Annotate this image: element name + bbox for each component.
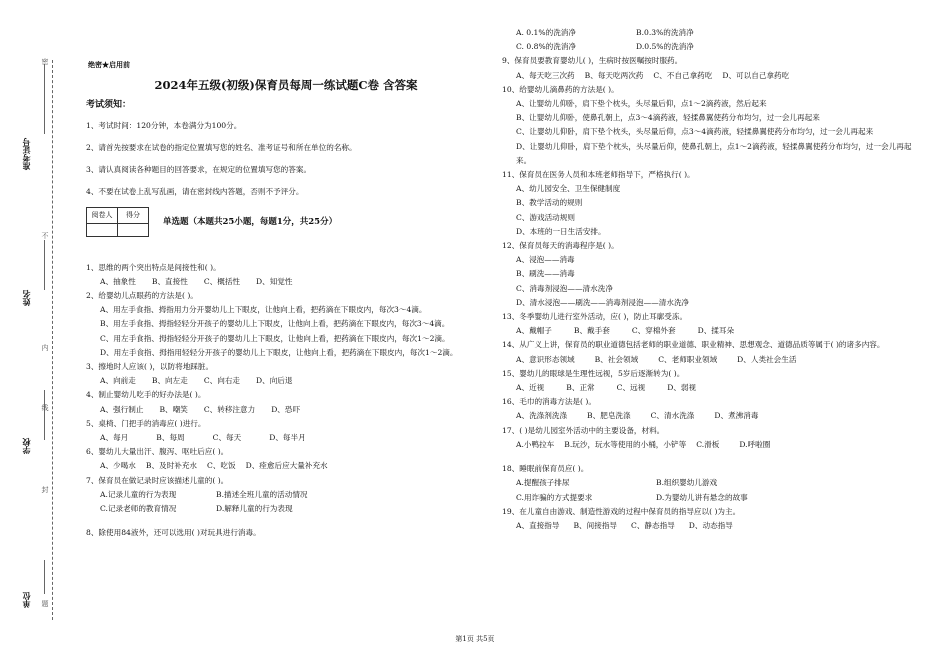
question-13-options bbox=[516, 324, 912, 338]
option[interactable]: C、清水洗涤 bbox=[650, 411, 695, 421]
option[interactable]: A.提醒孩子排尿 bbox=[516, 478, 570, 488]
question-19-options bbox=[516, 519, 912, 533]
option[interactable]: A.小鸭拉车 bbox=[516, 439, 555, 449]
option[interactable]: B、社会领域 bbox=[594, 354, 639, 364]
question-5-options bbox=[100, 431, 486, 445]
option[interactable]: A、用左手食指、拇指用力分开婴幼儿上下眼皮，让他向上看，把药滴在下眼皮内，每次3～4滴。 bbox=[100, 305, 427, 315]
option[interactable]: A、抽象性 bbox=[100, 276, 136, 286]
question-6: 6、婴幼儿大量出汗、腹泻、呕吐后应( )。 bbox=[86, 447, 229, 457]
option[interactable]: B、让婴幼儿仰卧，使鼻孔朝上，点3～4滴药液，轻揉鼻翼使药分布均匀，过一会儿再起来 bbox=[516, 113, 820, 123]
option[interactable]: C、每天 bbox=[212, 433, 242, 443]
option[interactable]: C、穿棉外套 bbox=[631, 326, 676, 336]
option[interactable]: C、消毒剂浸泡——清水洗净 bbox=[516, 283, 613, 293]
blank-exam-number bbox=[44, 64, 45, 134]
question-13: 13、冬季婴幼儿进行室外活动，应( )，防止耳廓受冻。 bbox=[502, 312, 688, 322]
question-15: 15、婴幼儿的眼球是生理性远视，5岁后逐渐转为( )。 bbox=[502, 368, 685, 378]
option[interactable]: B、刷洗——消毒 bbox=[516, 269, 575, 279]
option[interactable]: D、向后退 bbox=[256, 376, 293, 386]
option[interactable]: B、每天吃两次药 bbox=[584, 70, 644, 80]
question-18-options bbox=[516, 476, 912, 504]
option[interactable]: B.0.3%的洗消净 bbox=[636, 28, 694, 37]
score-section bbox=[86, 207, 486, 236]
option[interactable]: D、每半月 bbox=[269, 433, 306, 443]
option[interactable]: B、正常 bbox=[566, 383, 595, 393]
question-9-options bbox=[516, 69, 912, 83]
score-table bbox=[86, 207, 149, 236]
option[interactable]: C、不自己拿药吃 bbox=[653, 70, 713, 80]
seal-char-feng: 封 bbox=[41, 486, 49, 493]
option[interactable]: D.解释儿童的行为表现 bbox=[216, 504, 293, 514]
question-17-options bbox=[516, 438, 912, 452]
option[interactable]: A、让婴幼儿仰卧，肩下垫个枕头，头尽量后仰，点1～2滴药液，然后起来 bbox=[516, 99, 767, 109]
option[interactable]: A. 0.1%的洗消净 bbox=[516, 28, 576, 37]
blank-name bbox=[44, 240, 45, 290]
option[interactable]: C、向右走 bbox=[203, 376, 241, 386]
question-4: 4、制止婴幼儿吃手的好办法是( )。 bbox=[86, 390, 206, 400]
notice-item: 3、请认真阅读各种题目的回答要求，在规定的位置填写您的答案。 bbox=[86, 165, 312, 175]
notice-item: 2、请首先按要求在试卷的指定位置填写您的姓名、准考证号和所在单位的名称。 bbox=[86, 142, 357, 152]
option[interactable]: D、恐吓 bbox=[271, 404, 301, 414]
option[interactable]: D、煮沸消毒 bbox=[714, 411, 759, 421]
option[interactable]: A、洗涤剂洗涤 bbox=[516, 411, 568, 421]
option[interactable]: A、浸泡——消毒 bbox=[516, 255, 575, 265]
option[interactable]: B.描述全班儿童的活动情况 bbox=[216, 489, 308, 499]
question-3: 3、擦地时人应该( )，以防将地踩脏。 bbox=[86, 362, 214, 372]
question-1-options bbox=[100, 275, 486, 289]
option[interactable]: C、吃饭 bbox=[207, 461, 236, 471]
option[interactable]: B、直接性 bbox=[151, 276, 188, 286]
option[interactable]: D.0.5%的洗消净 bbox=[636, 42, 694, 52]
option[interactable]: B、肥皂洗涤 bbox=[587, 411, 631, 421]
option[interactable]: B、及时补充水 bbox=[145, 461, 198, 471]
question-1: 1、思维的两个突出特点是间接性和( )。 bbox=[86, 262, 221, 272]
question-4-options bbox=[100, 403, 486, 417]
question-2: 2、给婴幼儿点眼药的方法是( )。 bbox=[86, 291, 198, 301]
option[interactable]: A、幼儿园安全、卫生保健制度 bbox=[516, 184, 621, 194]
option[interactable]: A、强行制止 bbox=[100, 404, 144, 414]
option[interactable]: B、向左走 bbox=[151, 376, 188, 386]
right-column bbox=[502, 26, 912, 533]
question-15-options bbox=[516, 381, 912, 395]
question-16-options bbox=[516, 409, 912, 423]
option[interactable]: B、用左手食指、拇指轻轻分开孩子的婴幼儿上下眼皮，让他向上看，把药滴在下眼皮内，每次3～4滴。 bbox=[100, 319, 450, 329]
question-8-options bbox=[516, 26, 912, 54]
option[interactable]: A、每月 bbox=[100, 433, 129, 443]
question-12: 12、保育员每天的消毒程序是( )。 bbox=[502, 241, 619, 251]
option[interactable]: A、戴帽子 bbox=[516, 326, 552, 336]
option[interactable]: D、痊愈后应大量补充水 bbox=[245, 461, 328, 471]
binding-label-name: 姓名 bbox=[21, 290, 31, 306]
option[interactable]: D、用左手食指、拇指用轻轻分开孩子的婴幼儿上下眼皮，让他向上看，把药滴在下眼皮内，每次1～2滴。 bbox=[100, 347, 458, 357]
blank-school bbox=[44, 390, 45, 440]
option[interactable]: C、远视 bbox=[616, 383, 646, 393]
seal-char-mi: 密 bbox=[41, 58, 49, 65]
option[interactable]: C.滑板 bbox=[696, 439, 720, 449]
page-number: 第1页 共5页 bbox=[455, 635, 495, 643]
option[interactable]: B.组织婴幼儿游戏 bbox=[656, 478, 718, 488]
option[interactable]: B、戴手套 bbox=[573, 326, 610, 336]
secret-mark: 绝密★启用前 bbox=[88, 60, 130, 69]
question-14: 14、从广义上讲，保育员的职业道德包括老师的职业道德、职业精神、思想观念、道德品质等属于( )的诸多内容。 bbox=[502, 340, 885, 350]
option[interactable]: B、间接指导 bbox=[573, 520, 618, 530]
option[interactable]: D、揉耳朵 bbox=[697, 326, 735, 336]
option[interactable]: B、嘲笑 bbox=[159, 404, 188, 414]
option[interactable]: C、老师职业领域 bbox=[658, 354, 718, 364]
question-11: 11、保育员在医务人员和本班老师指导下，严格执行( )。 bbox=[502, 170, 695, 180]
binding-label-unit: 单位 bbox=[21, 592, 31, 608]
binding-label-exam-number: 准考证号 bbox=[21, 138, 31, 170]
question-7-options bbox=[100, 488, 486, 516]
option[interactable]: D.呼啦圈 bbox=[739, 439, 771, 449]
option[interactable]: C、让婴幼儿仰卧，肩下垫个枕头，头尽量后仰，点3～4滴药液，轻揉鼻翼使药分布均匀，过一会儿再起来 bbox=[516, 127, 874, 137]
left-column bbox=[86, 58, 486, 540]
score-cell-score[interactable] bbox=[118, 223, 149, 236]
seal-char-ti: 题 bbox=[41, 600, 49, 607]
option[interactable]: D、让婴幼儿仰卧，肩下垫个枕头，头尽量后仰，使鼻孔朝上，点1～2滴药液，轻揉鼻翼使药分布均匀，过一会儿再起来。 bbox=[516, 141, 912, 165]
score-header-score: 得分 bbox=[118, 208, 149, 223]
score-cell-grader[interactable] bbox=[87, 223, 118, 236]
option[interactable]: A、近视 bbox=[516, 383, 545, 393]
option[interactable]: C. 0.8%的洗消净 bbox=[516, 42, 577, 52]
option[interactable]: A、每天吃三次药 bbox=[516, 70, 575, 80]
option[interactable]: D、可以自己拿药吃 bbox=[722, 70, 790, 80]
question-14-options bbox=[516, 353, 912, 367]
option[interactable]: D.为婴幼儿讲有悬念的故事 bbox=[656, 492, 748, 502]
notice-item: 1、考试时间：120分钟，本卷满分为100分。 bbox=[86, 120, 242, 130]
binding-strip bbox=[0, 0, 70, 671]
option[interactable]: D、清水浸泡——刷洗——消毒剂浸泡——清水洗净 bbox=[516, 297, 690, 307]
seal-line bbox=[52, 60, 53, 620]
score-header-grader: 阅卷人 bbox=[87, 208, 118, 223]
option[interactable]: A、向前走 bbox=[100, 376, 136, 386]
option[interactable]: C、概括性 bbox=[203, 276, 241, 286]
option[interactable]: A、直接指导 bbox=[516, 520, 560, 530]
question-6-options bbox=[100, 459, 486, 473]
option[interactable]: C、用左手食指、拇指轻轻分开孩子的婴幼儿上下眼皮，让他向上看，把药滴在下眼皮内，每次1～2滴。 bbox=[100, 333, 450, 343]
question-16: 16、毛巾的消毒方法是( )。 bbox=[502, 397, 596, 407]
option[interactable]: C、静态指导 bbox=[631, 520, 675, 530]
option[interactable]: A、意识形态领域 bbox=[516, 354, 575, 364]
question-17: 17、( )是幼儿园室外活动中的主要设备，材料。 bbox=[502, 425, 665, 435]
seal-char-xian: 线 bbox=[41, 404, 49, 411]
option[interactable]: B.玩沙，玩水等使用的小桶，小铲等 bbox=[564, 439, 687, 449]
section-title: 单选题（本题共25小题，每题1分，共25分） bbox=[163, 216, 338, 227]
page-title: 2024年五级(初级)保育员每周一练试题C卷 含答案 bbox=[154, 78, 418, 93]
option[interactable]: D、本班的一日生活安排。 bbox=[516, 226, 606, 236]
notice-heading: 考试须知： bbox=[86, 100, 132, 111]
question-5: 5、桌椅、门把手的消毒应( )进行。 bbox=[86, 418, 206, 428]
question-7: 7、保育员在做记录时应该描述儿童的( )。 bbox=[86, 475, 229, 485]
option[interactable]: B、教学活动的规则 bbox=[516, 198, 583, 208]
option[interactable]: C、转移注意力 bbox=[203, 404, 256, 414]
question-3-options bbox=[100, 374, 486, 388]
binding-label-school: 学校 bbox=[21, 438, 31, 454]
option[interactable]: D、人类社会生活 bbox=[737, 354, 797, 364]
question-19: 19、在儿童自由游戏、制造性游戏的过程中保育员的指导应以( )为主。 bbox=[502, 506, 741, 516]
question-10: 10、给婴幼儿滴鼻药的方法是( )。 bbox=[502, 84, 619, 94]
option[interactable]: A、少喝水 bbox=[100, 461, 136, 471]
seal-char-nei: 内 bbox=[41, 344, 49, 351]
option[interactable]: C、游戏活动规则 bbox=[516, 212, 575, 222]
notice-item: 4、不要在试卷上乱写乱画，请在密封线内答题，否则不予评分。 bbox=[86, 187, 304, 197]
option[interactable]: D、弱视 bbox=[667, 383, 697, 393]
option[interactable]: C.记录老师的教育情况 bbox=[100, 504, 177, 514]
question-9: 9、保育员要教育婴幼儿( )，生病时按医嘱按时服药。 bbox=[502, 56, 683, 66]
question-8: 8、除使用84液外，还可以选用( )对玩具进行消毒。 bbox=[86, 528, 261, 538]
blank-unit bbox=[44, 560, 45, 594]
option[interactable]: A.记录儿童的行为表现 bbox=[100, 489, 177, 499]
option[interactable]: D、知觉性 bbox=[256, 276, 293, 286]
option[interactable]: B、每周 bbox=[156, 433, 185, 443]
question-18: 18、睡眠前保育员应( )。 bbox=[502, 464, 589, 474]
option[interactable]: D、动态指导 bbox=[688, 520, 733, 530]
seal-char-bu: 不 bbox=[41, 232, 49, 239]
option[interactable]: C.用诈骗的方式提要求 bbox=[516, 492, 593, 502]
